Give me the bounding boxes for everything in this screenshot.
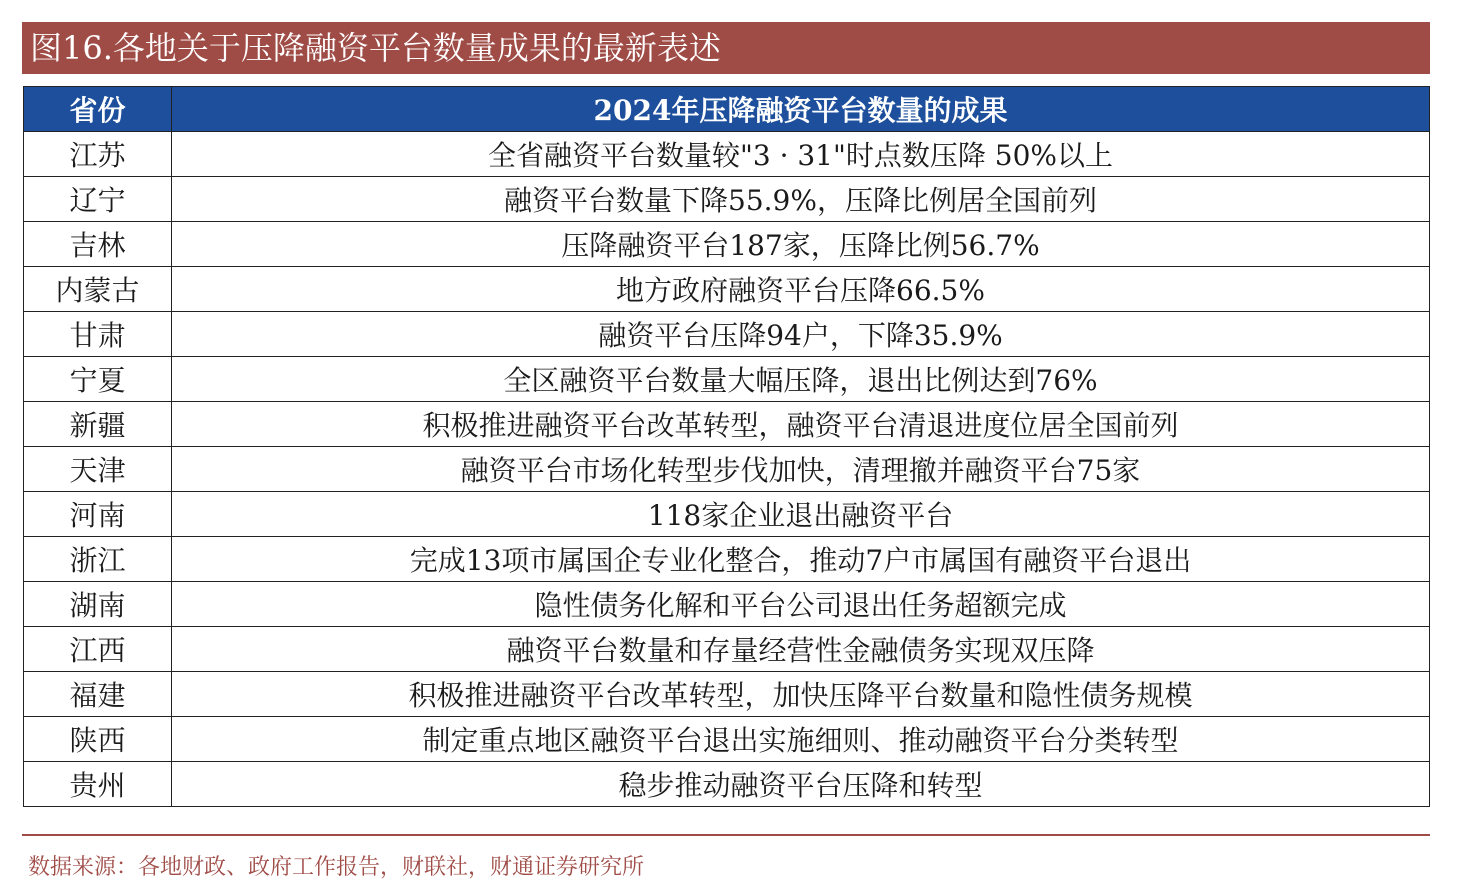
result-cell: 全区融资平台数量大幅压降，退出比例达到76% — [172, 357, 1430, 402]
province-cell: 陕西 — [24, 717, 172, 762]
table-row — [24, 627, 1430, 672]
result-cell: 稳步推动融资平台压降和转型 — [172, 762, 1430, 807]
province-cell: 吉林 — [24, 222, 172, 267]
province-cell: 天津 — [24, 447, 172, 492]
province-cell: 辽宁 — [24, 177, 172, 222]
province-cell: 江苏 — [24, 132, 172, 177]
province-cell: 宁夏 — [24, 357, 172, 402]
result-cell: 地方政府融资平台压降66.5% — [172, 267, 1430, 312]
table-row — [24, 402, 1430, 447]
province-cell: 甘肃 — [24, 312, 172, 357]
figure-title: 图16.各地关于压降融资平台数量成果的最新表述 — [22, 22, 1430, 74]
province-cell: 浙江 — [24, 537, 172, 582]
result-cell: 融资平台数量下降55.9%，压降比例居全国前列 — [172, 177, 1430, 222]
result-cell: 全省融资平台数量较"3 · 31"时点数压降 50%以上 — [172, 132, 1430, 177]
table-row — [24, 717, 1430, 762]
result-cell: 融资平台市场化转型步伐加快，清理撤并融资平台75家 — [172, 447, 1430, 492]
table-row — [24, 762, 1430, 807]
table-row — [24, 267, 1430, 312]
table-row — [24, 222, 1430, 267]
result-cell: 积极推进融资平台改革转型，融资平台清退进度位居全国前列 — [172, 402, 1430, 447]
result-cell: 积极推进融资平台改革转型，加快压降平台数量和隐性债务规模 — [172, 672, 1430, 717]
table-row — [24, 447, 1430, 492]
province-cell: 贵州 — [24, 762, 172, 807]
result-cell: 压降融资平台187家，压降比例56.7% — [172, 222, 1430, 267]
province-cell: 江西 — [24, 627, 172, 672]
result-cell: 完成13项市属国企专业化整合，推动7户市属国有融资平台退出 — [172, 537, 1430, 582]
result-cell: 制定重点地区融资平台退出实施细则、推动融资平台分类转型 — [172, 717, 1430, 762]
table-row — [24, 312, 1430, 357]
province-cell: 新疆 — [24, 402, 172, 447]
province-cell: 内蒙古 — [24, 267, 172, 312]
result-cell: 隐性债务化解和平台公司退出任务超额完成 — [172, 582, 1430, 627]
source-note: 数据来源：各地财政、政府工作报告，财联社，财通证券研究所 — [28, 855, 645, 880]
result-cell: 融资平台压降94户，下降35.9% — [172, 312, 1430, 357]
table-row — [24, 582, 1430, 627]
result-cell: 118家企业退出融资平台 — [172, 492, 1430, 537]
header-result: 2024年压降融资平台数量的成果 — [172, 87, 1430, 132]
table-row — [24, 177, 1430, 222]
table-row — [24, 132, 1430, 177]
header-province: 省份 — [24, 87, 172, 132]
table-row — [24, 672, 1430, 717]
table-row — [24, 492, 1430, 537]
table-row — [24, 537, 1430, 582]
province-cell: 福建 — [24, 672, 172, 717]
province-cell: 河南 — [24, 492, 172, 537]
result-cell: 融资平台数量和存量经营性金融债务实现双压降 — [172, 627, 1430, 672]
table-row — [24, 357, 1430, 402]
province-results-table — [23, 86, 1430, 807]
source-divider — [22, 834, 1430, 836]
province-cell: 湖南 — [24, 582, 172, 627]
table-header-row — [24, 87, 1430, 132]
